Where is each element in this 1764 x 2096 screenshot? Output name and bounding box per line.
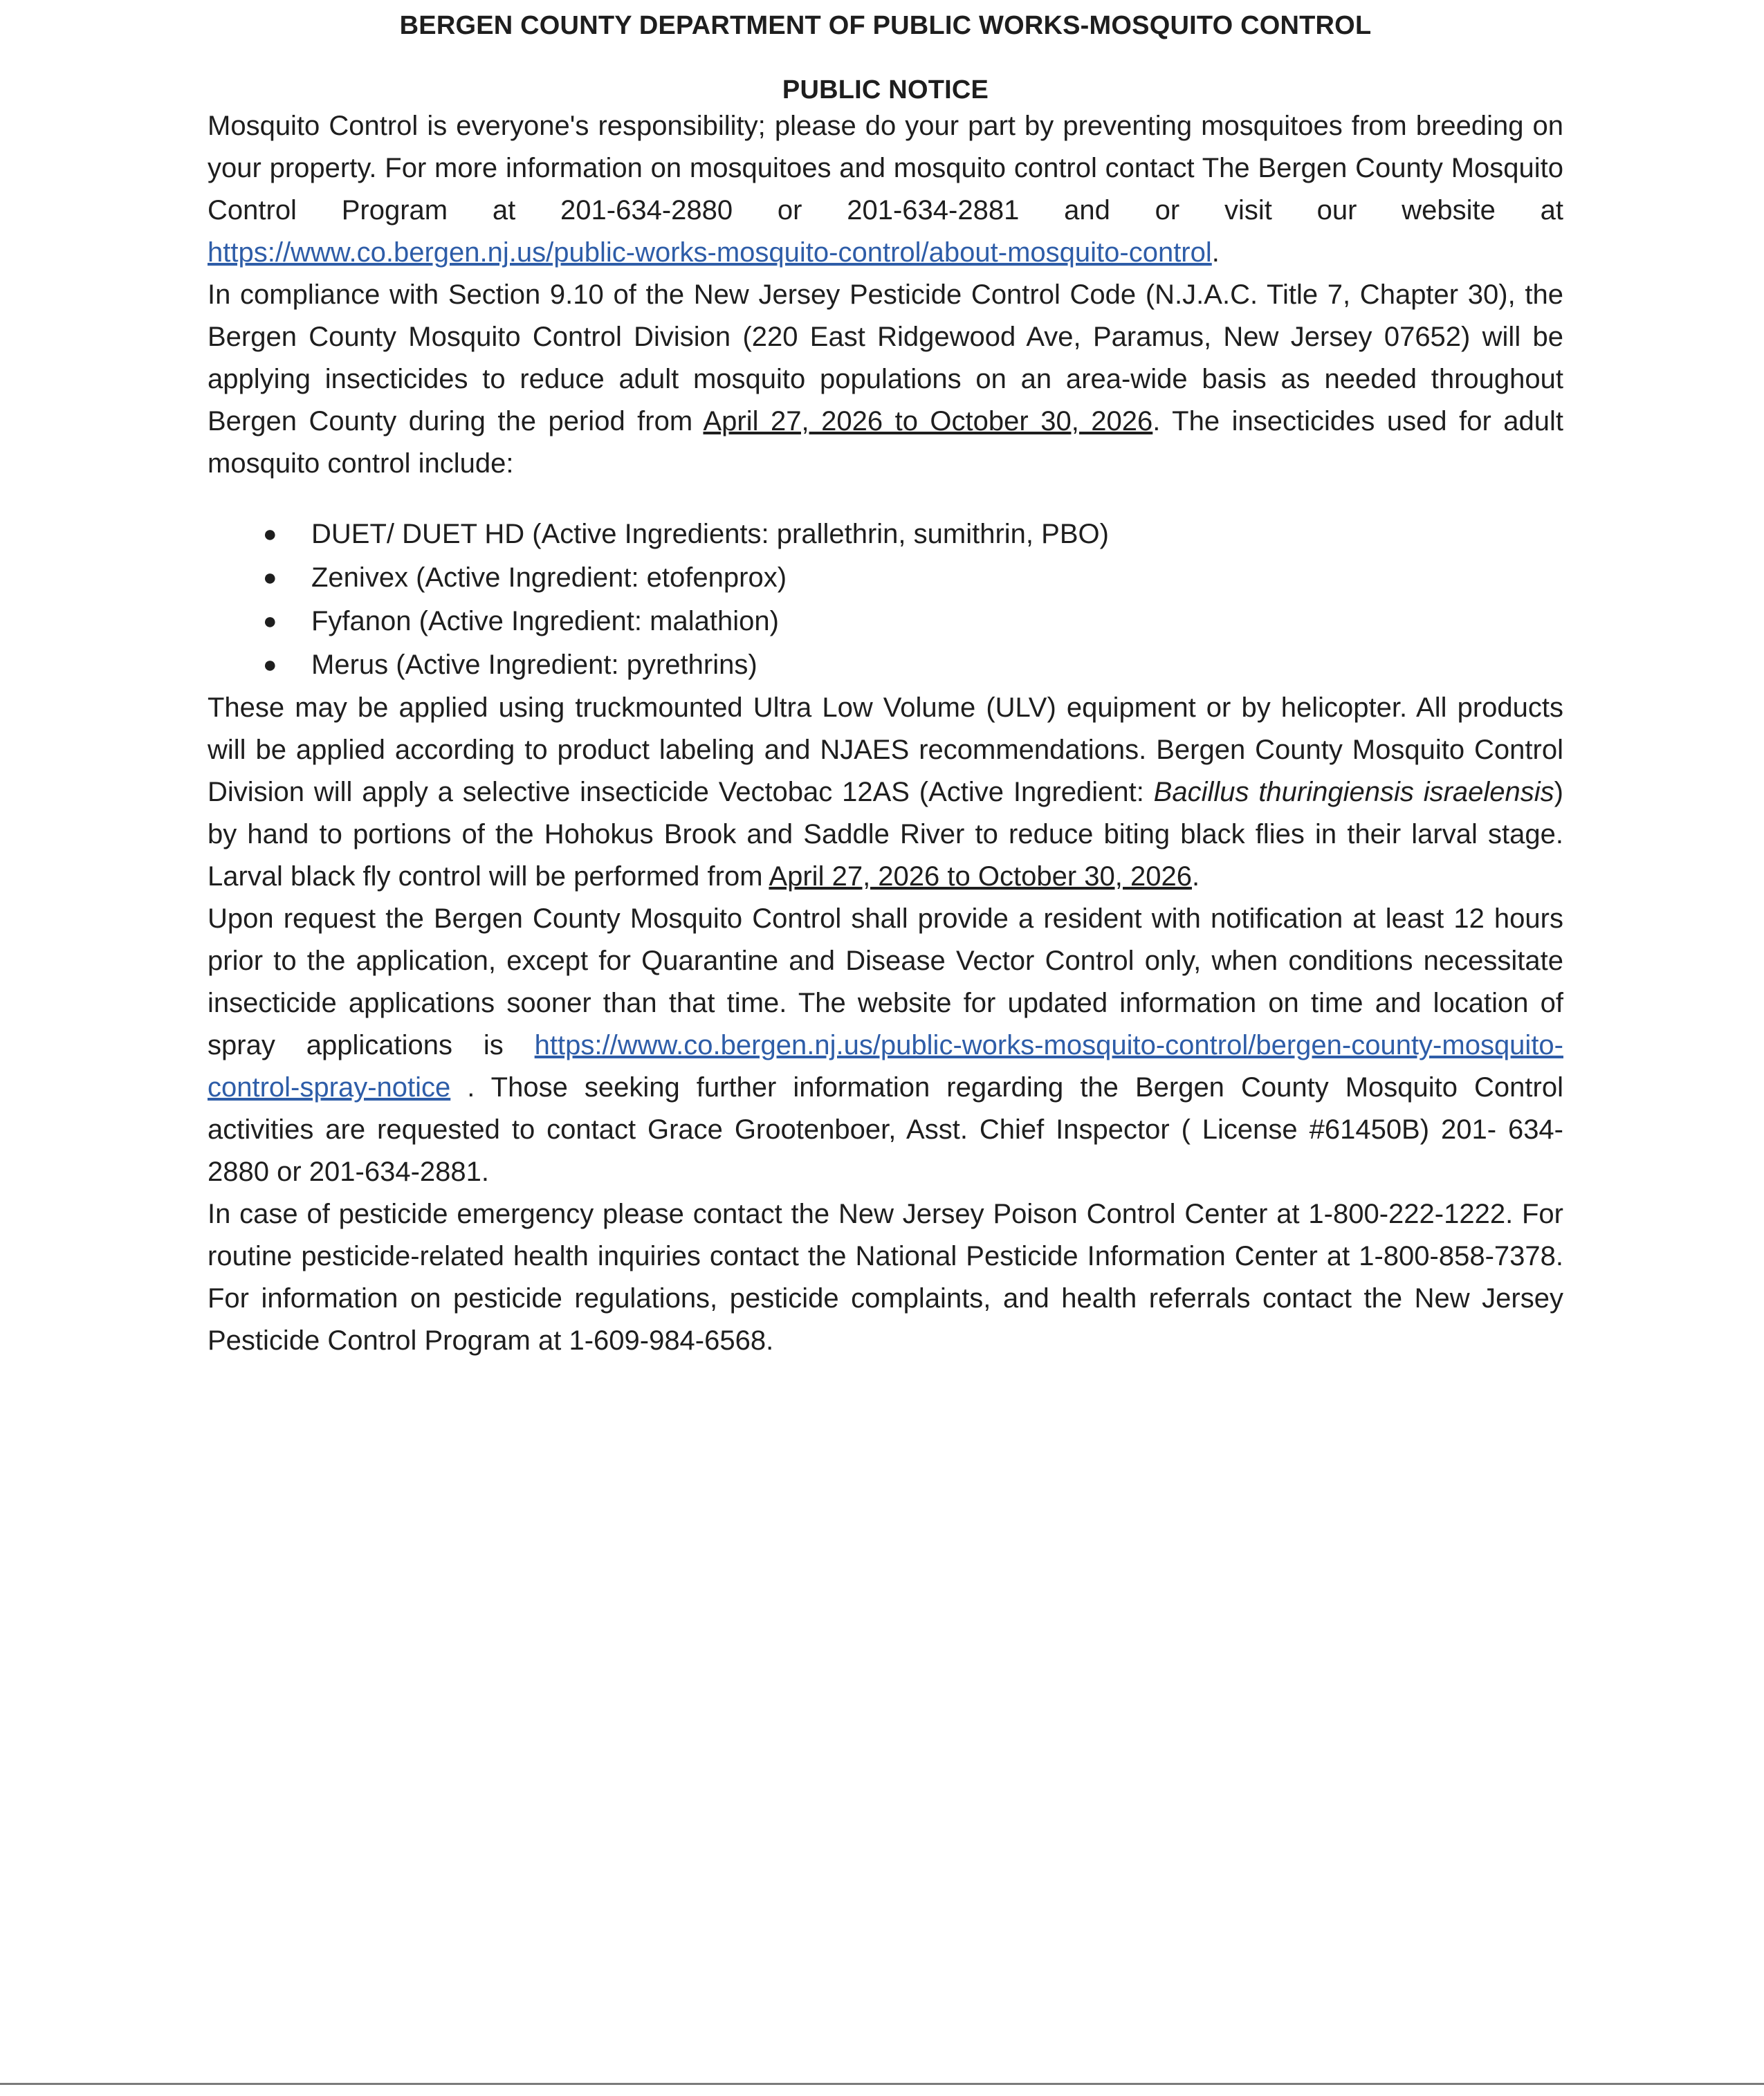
- list-item: [208, 643, 1563, 687]
- larval-control-period: April 27, 2026 to October 30, 2026: [769, 861, 1192, 892]
- bullet-icon: ●: [263, 521, 277, 547]
- about-mosquito-control-link[interactable]: https://www.co.bergen.nj.us/public-works-mosquito-control/about-mosquito-control: [208, 237, 1212, 268]
- bti-species-name: Bacillus thuringiensis israelensis: [1153, 777, 1554, 807]
- compliance-paragraph: [208, 274, 1563, 485]
- list-item: [208, 600, 1563, 643]
- notice-page: [208, 0, 1563, 1362]
- bullet-icon: ●: [263, 564, 277, 591]
- bullet-icon: ●: [263, 652, 277, 678]
- insecticide-name: Merus (Active Ingredient: pyrethrins): [311, 650, 757, 680]
- department-title: BERGEN COUNTY DEPARTMENT OF PUBLIC WORKS-MOSQUITO CONTROL: [399, 11, 1372, 40]
- application-text: These may be applied using truckmounted Ultra Low Volume (ULV) equipment or by helicopter. All products will be applied according to product labeling and NJAES recommendations. Bergen County Mosquito Control Division will apply a selective insecticide Vectobac 12AS (Active Ingredient:: [208, 692, 1563, 807]
- list-item: [208, 513, 1563, 556]
- application-text-2: ) by hand to portions of the Hohokus Brook and Saddle River to reduce biting black flies in their larval stage. Larval black fly control will be performed from: [208, 777, 1563, 892]
- adult-control-period: April 27, 2026 to October 30, 2026: [703, 406, 1153, 436]
- notification-text: Upon request the Bergen County Mosquito Control shall provide a resident with notification at least 12 hours prior to the application, except for Quarantine and Disease Vector Control only, when conditions necessitate insecticide applications sooner than that time. The website for updated information on time and location of spray applications is: [208, 903, 1563, 1060]
- list-item: [208, 556, 1563, 600]
- insecticide-list: [208, 513, 1563, 687]
- intro-end: .: [1211, 237, 1220, 268]
- insecticide-name: Zenivex (Active Ingredient: etofenprox): [311, 562, 787, 593]
- compliance-end: . The insecticides used for adult mosquito control include:: [208, 406, 1564, 479]
- bottom-divider: [0, 2083, 1764, 2085]
- emergency-paragraph: In case of pesticide emergency please contact the New Jersey Poison Control Center at 1-800-222-1222. For routine pesticide-related health inquiries contact the National Pesticide Information Center at 1-800-858-7378. For information on pesticide regulations, pesticide complaints, and health referrals contact the New Jersey Pesticide Control Program at 1-609-984-6568.: [208, 1199, 1563, 1356]
- bullet-icon: ●: [263, 608, 277, 634]
- compliance-text: In compliance with Section 9.10 of the New Jersey Pesticide Control Code (N.J.A.C. Title 7, Chapter 30), the Bergen County Mosquito Control Division (220 East Ridgewood Ave, Paramus, New Jersey 07652) will be applying insecticides to reduce adult mosquito populations on an area-wide basis as needed throughout Bergen County during the period from: [208, 279, 1563, 436]
- intro-text: Mosquito Control is everyone's responsibility; please do your part by preventing mosquitoes from breeding on your property. For more information on mosquitoes and mosquito control contact The Bergen County Mosquito Control Program at 201-634-2880 or 201-634-2881 and or visit our website at: [208, 111, 1563, 226]
- notification-text-2: . Those seeking further information regarding the Bergen County Mosquito Control activities are requested to contact Grace Grootenboer, Asst. Chief Inspector ( License #61450B) 201- 634-2880 or 201-634-2881.: [208, 1072, 1563, 1187]
- notice-title: PUBLIC NOTICE: [782, 75, 989, 104]
- notification-paragraph: [208, 898, 1563, 1193]
- insecticide-name: DUET/ DUET HD (Active Ingredients: prallethrin, sumithrin, PBO): [311, 519, 1109, 549]
- application-paragraph: [208, 687, 1563, 898]
- spray-notice-link[interactable]: https://www.co.bergen.nj.us/public-works-mosquito-control/bergen-county-mosquito-control-spray-notice: [208, 1030, 1563, 1103]
- insecticide-name: Fyfanon (Active Ingredient: malathion): [311, 606, 779, 636]
- application-end: .: [1191, 861, 1200, 892]
- intro-paragraph: [208, 105, 1563, 274]
